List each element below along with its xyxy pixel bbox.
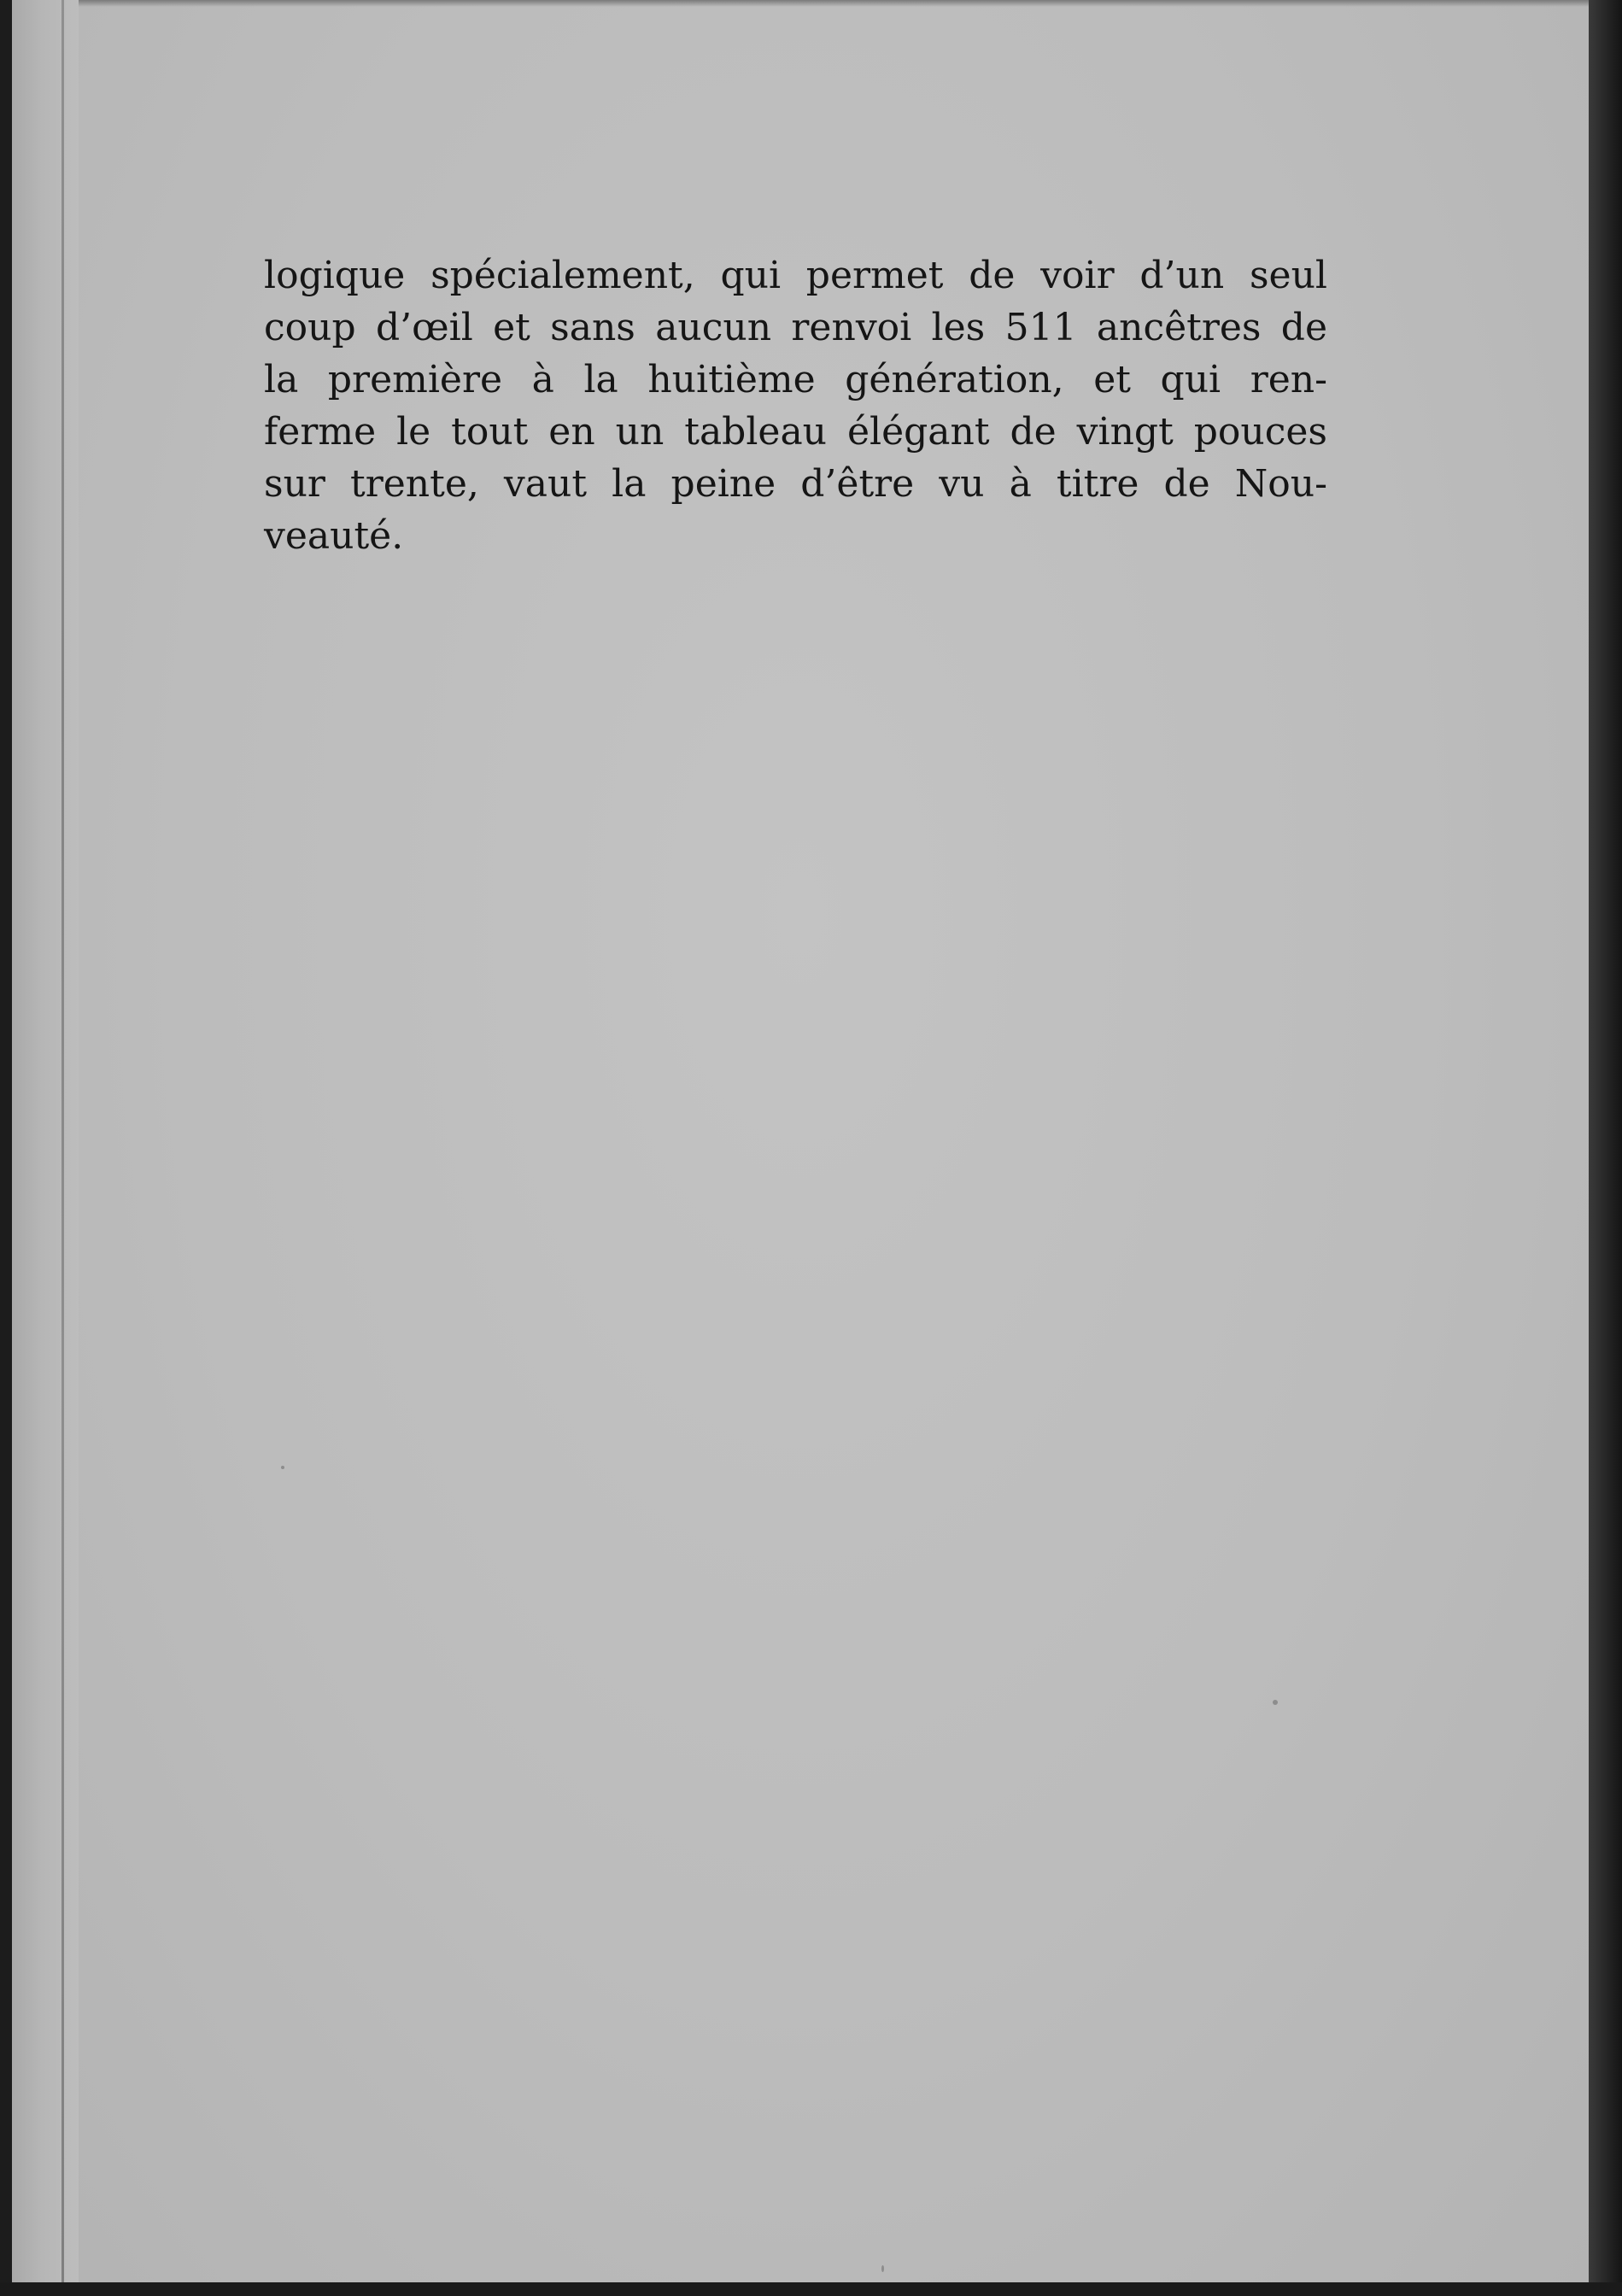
paper-speck [1273, 1700, 1278, 1705]
paper-sheet [12, 0, 1590, 2282]
binding-gutter [12, 0, 79, 2282]
text-line: coup d’œil et sans aucun renvoi les 511 ancêtres de [264, 306, 1327, 349]
binding-fold-line [61, 0, 64, 2282]
text-line: veauté. [264, 514, 404, 558]
text-line: ferme le tout en un tableau élégant de vingt pouces [264, 410, 1327, 454]
text-line: sur trente, vaut la peine d’être vu à titre de Nou- [264, 462, 1327, 506]
top-edge-shadow [12, 0, 1589, 7]
bottom-edge-shadow [0, 2282, 1622, 2296]
text-line: logique spécialement, qui permet de voir d’un seul [264, 254, 1327, 297]
paper-speck [281, 1466, 284, 1469]
right-edge-shadow [1589, 0, 1622, 2296]
paper-speck [881, 2265, 884, 2272]
body-paragraph [264, 249, 1327, 562]
text-line: la première à la huitième génération, et qui ren- [264, 358, 1327, 401]
